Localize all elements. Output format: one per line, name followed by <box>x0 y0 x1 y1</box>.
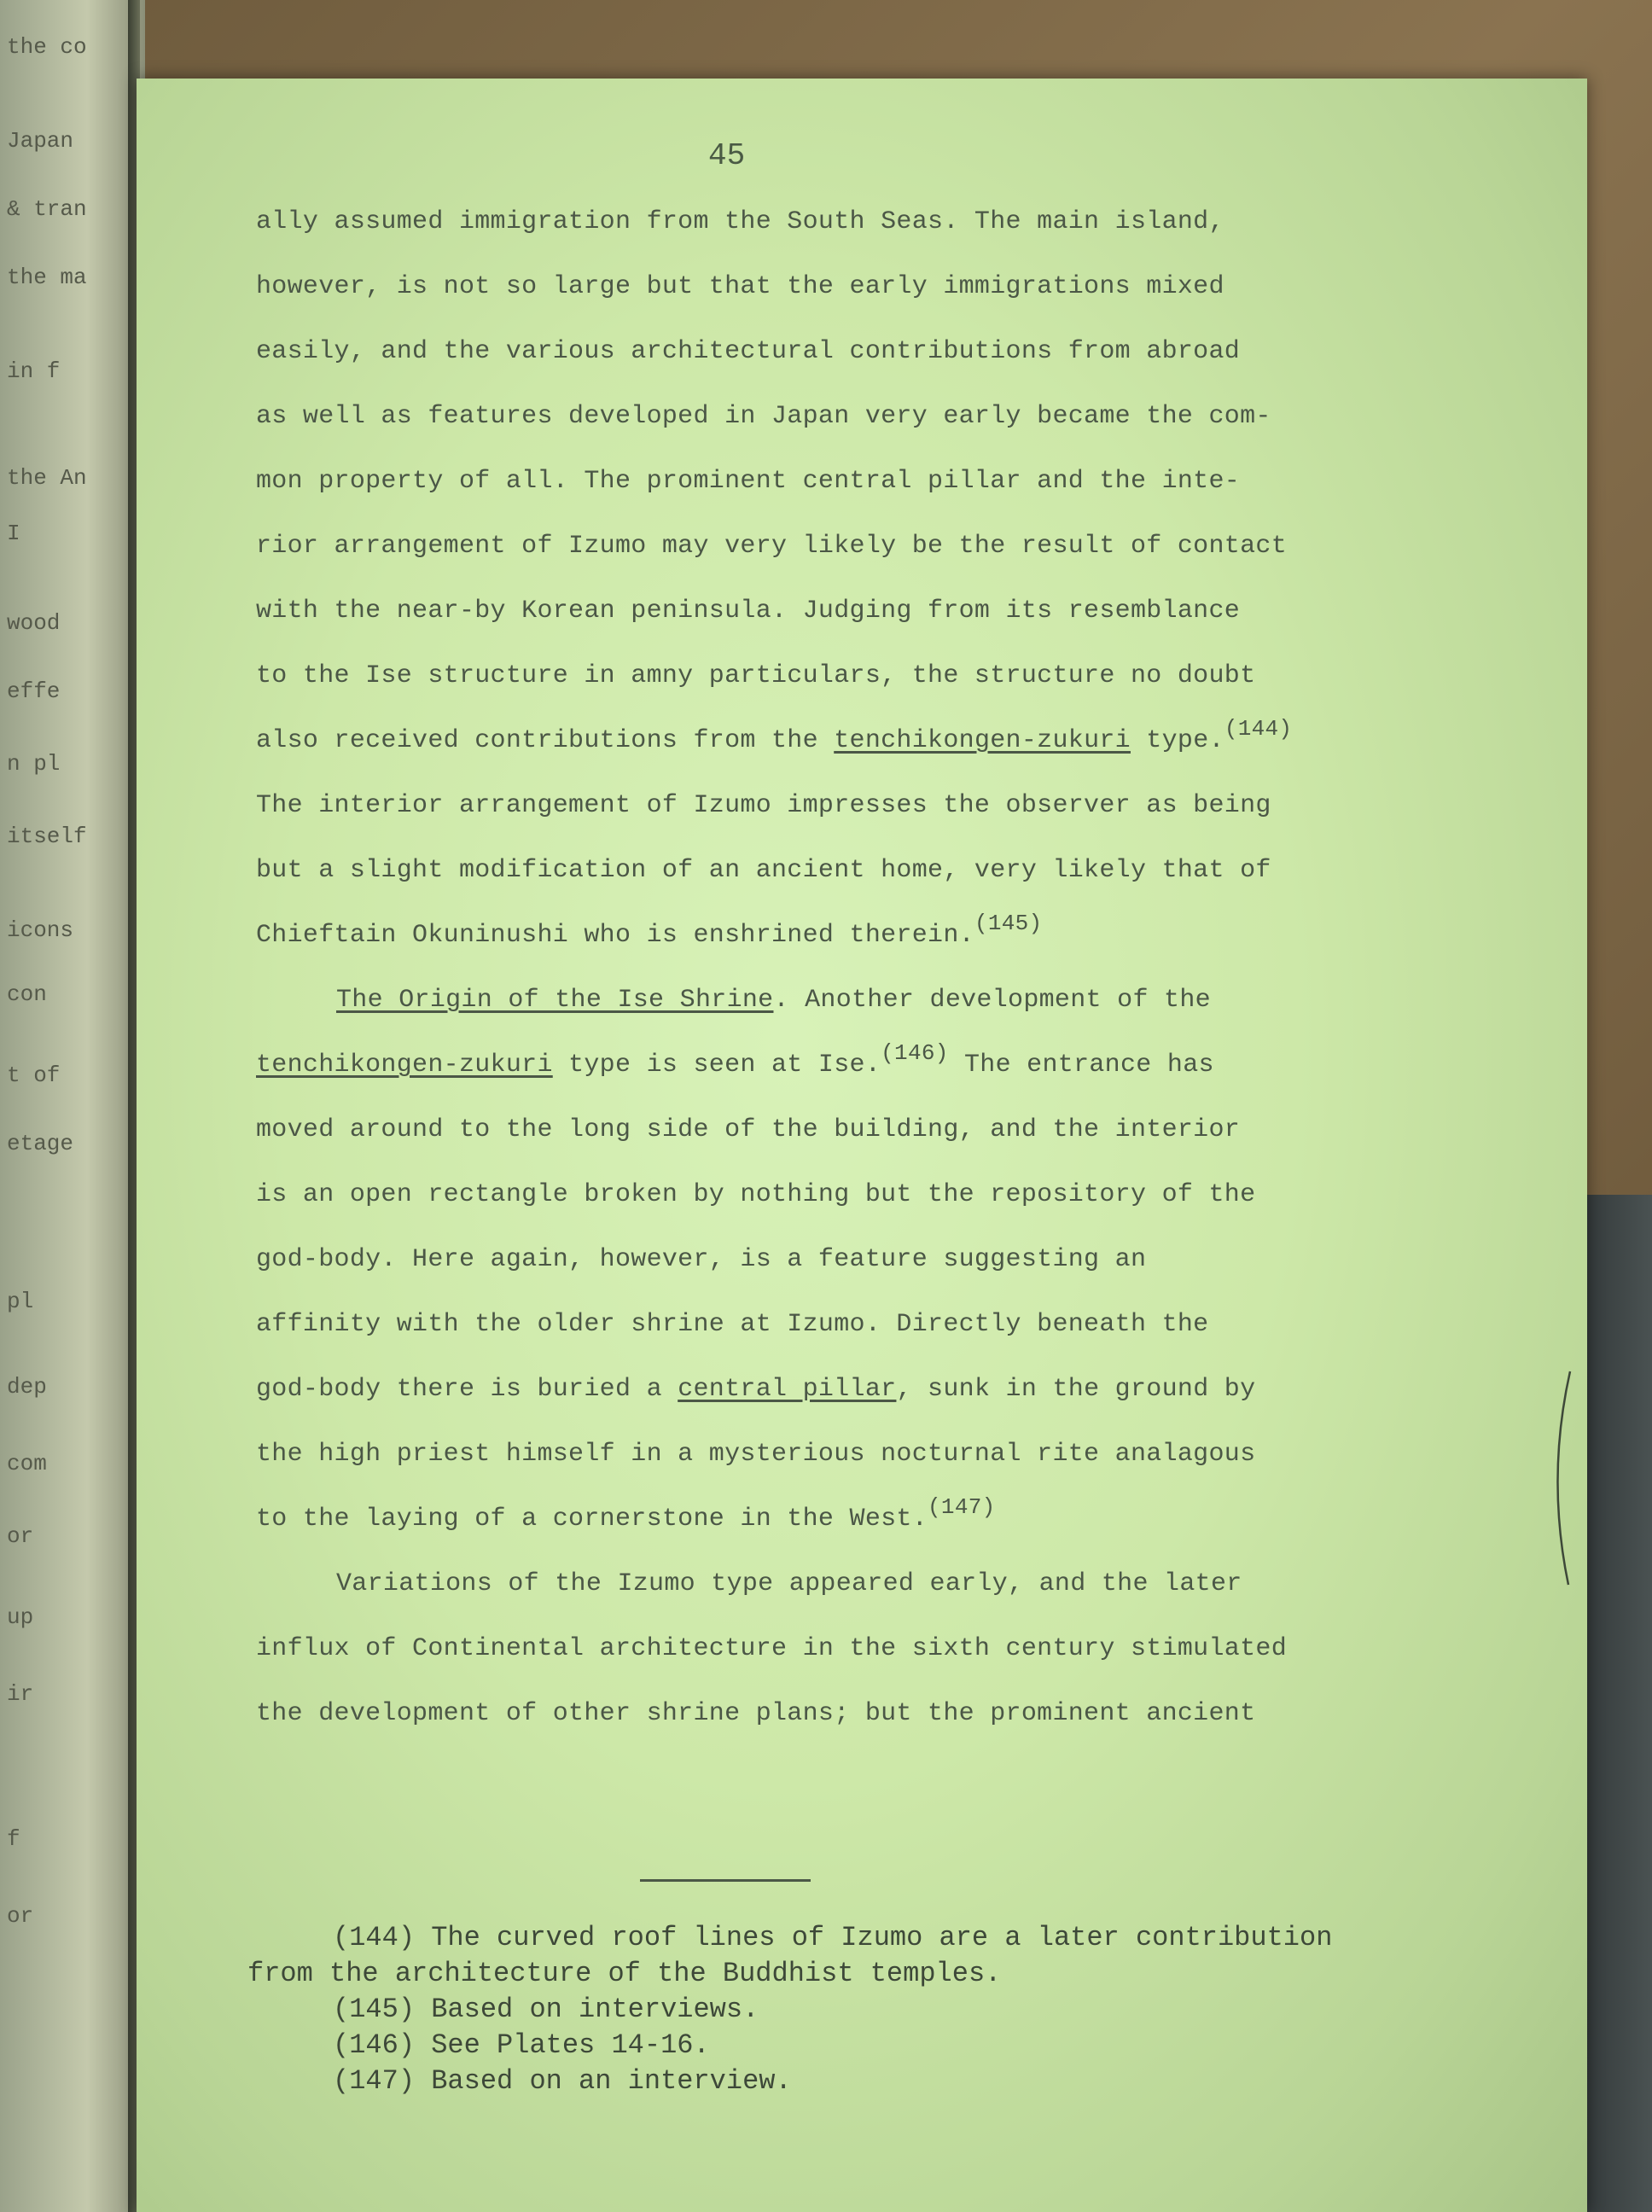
text-line <box>256 903 1553 968</box>
left-page-fragment: or <box>7 1523 34 1549</box>
underlined-term: tenchikongen-zukuri <box>834 726 1131 755</box>
left-page-fragment: the co <box>7 34 87 60</box>
left-page-fragment: com <box>7 1451 47 1476</box>
left-page-fragment: Japan <box>7 128 74 154</box>
left-page-fragment: itself <box>7 824 87 849</box>
text-line: affinity with the older shrine at Izumo. Directly beneath the <box>256 1310 1209 1339</box>
margin-pencil-mark <box>1544 1367 1579 1589</box>
text-line: but a slight modification of an ancient home, very likely that of <box>256 856 1271 885</box>
text-line: mon property of all. The prominent central pillar and the inte- <box>256 467 1241 496</box>
left-page-fragment: the An <box>7 465 87 491</box>
footnote-145: (145) Based on interviews. <box>333 1994 759 2025</box>
typed-page <box>137 79 1587 2212</box>
left-page-fragment: the ma <box>7 265 87 290</box>
text-line: influx of Continental architecture in the sixth century stimulated <box>256 1634 1287 1663</box>
page-number: 45 <box>708 138 746 173</box>
left-page-fragment: t of <box>7 1062 61 1088</box>
text-fragment: god-body there is buried a <box>256 1375 678 1404</box>
text-line <box>256 1487 1553 1551</box>
body-text <box>256 189 1553 1746</box>
text-line: is an open rectangle broken by nothing but the repository of the <box>256 1180 1256 1209</box>
left-page-fragment: wood <box>7 610 61 636</box>
text-fragment: also received contributions from the <box>256 726 835 755</box>
footnote-146: (146) See Plates 14-16. <box>333 2029 710 2061</box>
text-line: The interior arrangement of Izumo impresses the observer as being <box>256 791 1271 820</box>
footnote-ref: (144) <box>1224 716 1293 742</box>
text-line <box>256 1033 1553 1097</box>
text-fragment: type. <box>1130 726 1224 755</box>
text-fragment: Chieftain Okuninushi who is enshrined therein. <box>256 921 974 950</box>
text-line: with the near-by Korean peninsula. Judging from its resemblance <box>256 597 1241 626</box>
text-line <box>256 708 1553 773</box>
text-fragment: , sunk in the ground by <box>896 1375 1256 1404</box>
left-page-fragment: or <box>7 1903 34 1929</box>
text-line: Variations of the Izumo type appeared early, and the later <box>336 1569 1242 1598</box>
left-page-fragment: in f <box>7 358 61 384</box>
left-page-fragment: n pl <box>7 751 61 777</box>
text-fragment: The entrance has <box>948 1051 1214 1080</box>
text-line: ally assumed immigration from the South Seas. The main island, <box>256 207 1224 236</box>
footnote-ref: (145) <box>974 911 1043 936</box>
book-cover-edge <box>1579 1195 1652 2212</box>
text-line: to the Ise structure in amny particulars, the structure no doubt <box>256 661 1256 690</box>
underlined-term: tenchikongen-zukuri <box>256 1051 553 1080</box>
left-page-fragment: dep <box>7 1374 47 1400</box>
text-fragment: . Another development of the <box>773 986 1211 1015</box>
footnote-ref: (147) <box>928 1494 996 1520</box>
footnote-144-continuation: from the architecture of the Buddhist temples. <box>247 1958 1002 1989</box>
text-line: moved around to the long side of the building, and the interior <box>256 1115 1241 1144</box>
text-line: as well as features developed in Japan very early became the com- <box>256 402 1271 431</box>
left-page-fragment: effe <box>7 678 61 704</box>
text-line: god-body. Here again, however, is a feature suggesting an <box>256 1245 1147 1274</box>
footnote-147: (147) Based on an interview. <box>333 2065 792 2097</box>
text-line <box>256 968 1553 1033</box>
left-page-fragment: up <box>7 1604 34 1630</box>
left-page-fragment: etage <box>7 1131 74 1156</box>
text-line: however, is not so large but that the early immigrations mixed <box>256 272 1224 301</box>
section-heading: The Origin of the Ise Shrine <box>336 986 774 1015</box>
underlined-term: central pillar <box>678 1375 897 1404</box>
text-line: the development of other shrine plans; but the prominent ancient <box>256 1699 1256 1728</box>
text-fragment: type is seen at Ise. <box>552 1051 881 1080</box>
text-line: easily, and the various architectural contributions from abroad <box>256 337 1241 366</box>
text-fragment: to the laying of a cornerstone in the West. <box>256 1505 928 1534</box>
text-line: the high priest himself in a mysterious nocturnal rite analagous <box>256 1440 1256 1469</box>
adjacent-left-page <box>0 0 145 2212</box>
footnote-144: (144) The curved roof lines of Izumo are a later contribution <box>333 1922 1333 1953</box>
left-page-fragment: pl <box>7 1289 34 1314</box>
left-page-fragment: ir <box>7 1681 34 1707</box>
footnote-rule <box>640 1879 811 1882</box>
text-line: rior arrangement of Izumo may very likely be the result of contact <box>256 532 1287 561</box>
text-line <box>256 1357 1553 1422</box>
left-page-fragment: f <box>7 1826 20 1852</box>
left-page-fragment: & tran <box>7 196 87 222</box>
left-page-fragment: con <box>7 981 47 1007</box>
left-page-fragment: icons <box>7 917 74 943</box>
left-page-fragment: I <box>7 521 20 546</box>
footnotes <box>247 1920 1332 2099</box>
footnote-ref: (146) <box>881 1040 949 1066</box>
